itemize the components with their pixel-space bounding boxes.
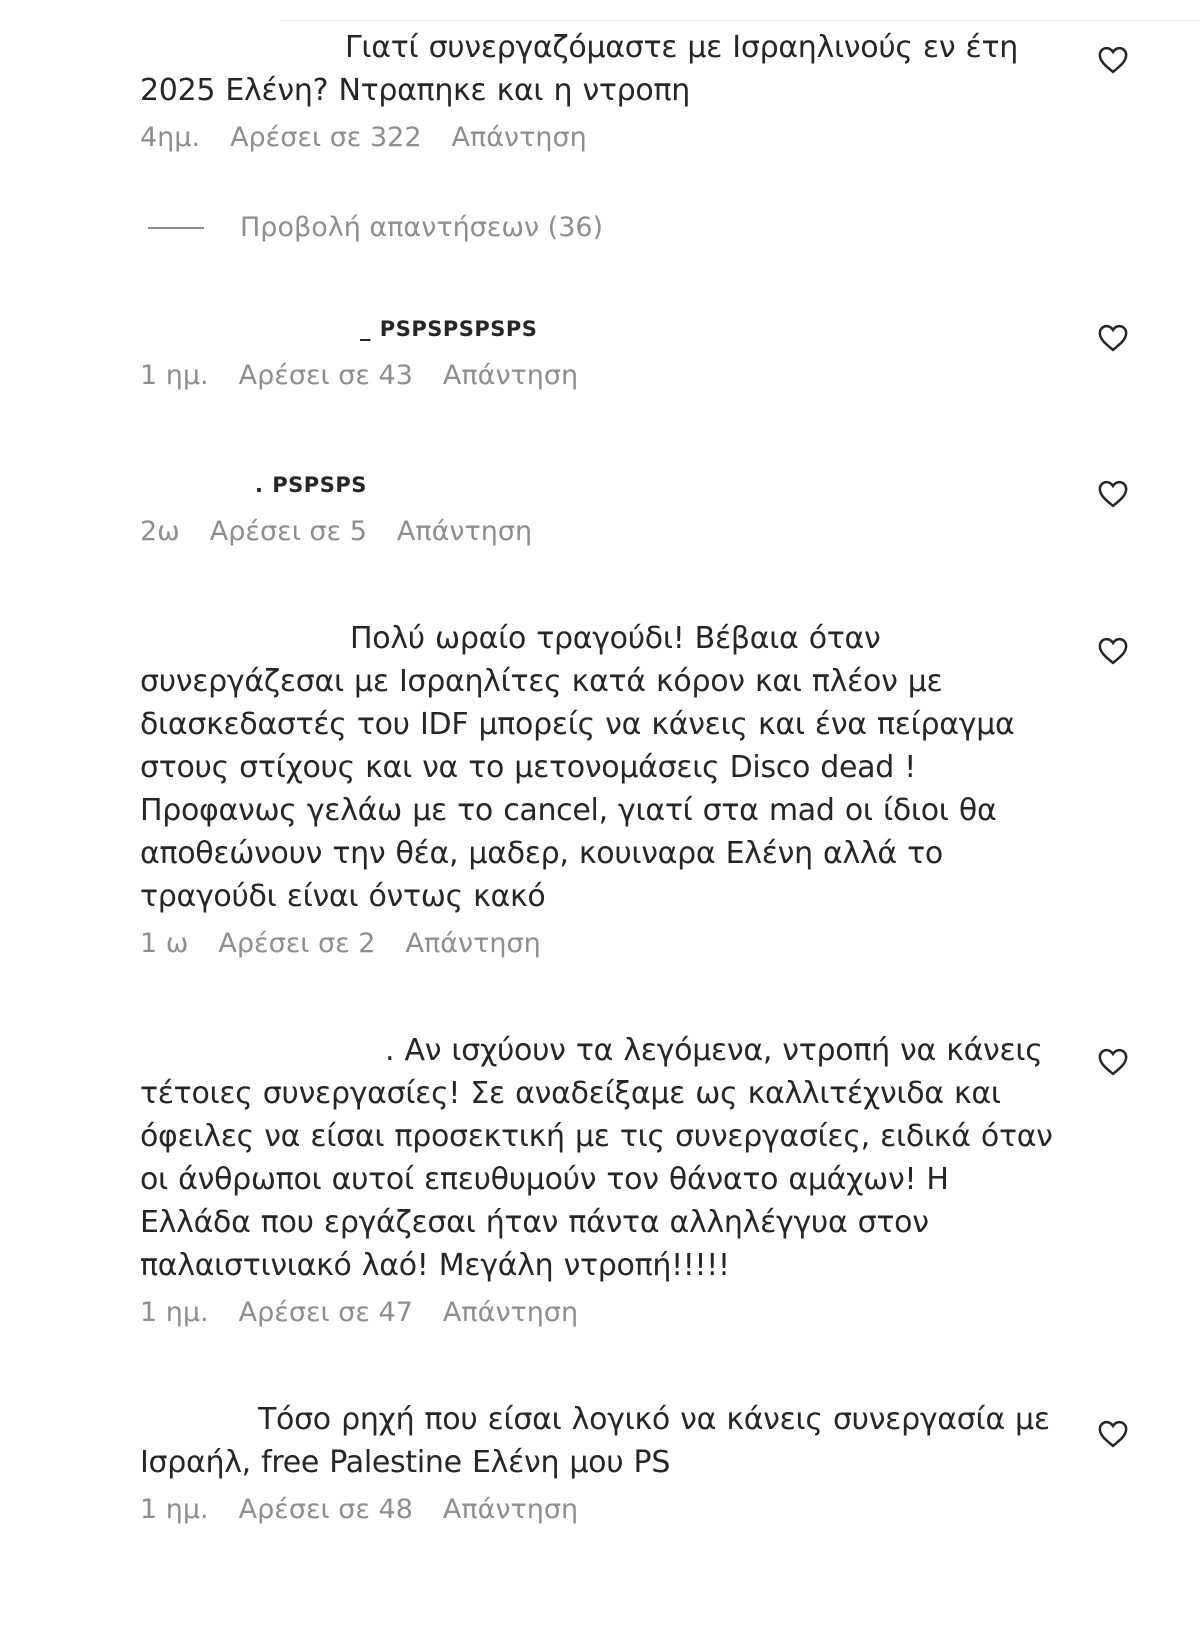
comment-text (140, 1029, 1070, 1287)
comment (140, 1398, 1200, 1525)
comment-meta (140, 122, 1200, 153)
comment-line: Τόσο ρηχή που είσαι λογικό να κάνεις συνεργασία με (258, 1402, 1050, 1437)
heart-outline-icon (1098, 1048, 1128, 1076)
comment-text (140, 617, 1070, 918)
heart-outline-icon (1098, 637, 1128, 665)
comment-time: 1 ημ. (140, 1297, 209, 1328)
comment-likes[interactable]: Αρέσει σε 5 (209, 516, 367, 547)
comment-likes[interactable]: Αρέσει σε 2 (218, 928, 376, 959)
comment-meta (140, 1297, 1200, 1328)
comment-line: παλαιστινιακό λαό! Μεγάλη ντροπή!!!!! (140, 1248, 730, 1283)
comment-line: αποθεώνουν την θέα, μαδερ, κουιναρα Ελένη αλλά το (140, 836, 943, 871)
like-button[interactable] (1098, 480, 1128, 508)
like-button[interactable] (1098, 46, 1128, 74)
heart-outline-icon (1098, 324, 1128, 352)
comment (140, 617, 1200, 959)
comment-line: διασκεδαστές του IDF μπορείς να κάνεις και ένα πείραγμα (140, 707, 1015, 742)
reply-button[interactable]: Απάντηση (405, 928, 541, 959)
comment-meta (140, 516, 1200, 547)
reply-button[interactable]: Απάντηση (442, 1297, 579, 1328)
heart-outline-icon (1098, 480, 1128, 508)
comment-likes[interactable]: Αρέσει σε 322 (230, 122, 422, 153)
comment-time: 1 ημ. (140, 1494, 209, 1525)
comment-text (140, 26, 1070, 112)
like-button[interactable] (1098, 1048, 1128, 1076)
comment-line: Ελλάδα που εργάζεσαι ήταν πάντα αλληλέγγυα στον (140, 1205, 929, 1240)
comment-time: 4ημ. (140, 122, 201, 153)
comment-line: 2025 Ελένη? Ντραπηκε και η ντροπη (140, 73, 690, 108)
comment-time: 2ω (140, 516, 180, 547)
comment-line: όφειλες να είσαι προσεκτική με τις συνεργασίες, ειδικά όταν (140, 1119, 1053, 1154)
comment (140, 26, 1200, 153)
comment-text (140, 464, 1070, 508)
like-button[interactable] (1098, 637, 1128, 665)
comment-line: . Αν ισχύουν τα λεγόμενα, ντροπή να κάνεις (385, 1033, 1043, 1068)
comment-line: στους στίχους και να το μετονομάσεις Disco dead ! (140, 750, 916, 785)
reply-button[interactable]: Απάντηση (451, 122, 587, 153)
comment-line: Ισραήλ, free Palestine Ελένη μου PS (140, 1445, 671, 1480)
reply-button[interactable]: Απάντηση (396, 516, 533, 547)
reply-button[interactable]: Απάντηση (442, 1494, 579, 1525)
like-button[interactable] (1098, 324, 1128, 352)
comment-line: Προφανως γελάω με το cancel, γιατί στα mad οι ίδιοι θα (140, 793, 997, 828)
comment-line: οι άνθρωποι αυτοί επευθυμούν τον θάνατο αμάχων! Η (140, 1162, 949, 1197)
comment-likes[interactable]: Αρέσει σε 43 (238, 360, 413, 391)
comment-likes[interactable]: Αρέσει σε 48 (238, 1494, 413, 1525)
like-button[interactable] (1098, 1420, 1128, 1448)
comment-time: 1 ημ. (140, 360, 209, 391)
comment-username[interactable]: . PSPSPS (255, 473, 367, 497)
heart-outline-icon (1098, 1420, 1128, 1448)
replies-dash (148, 227, 204, 229)
comment-line: τραγούδι είναι όντως κακό (140, 879, 546, 914)
comment-meta (140, 360, 1200, 391)
comment-line: Πολύ ωραίο τραγούδι! Βέβαια όταν (350, 621, 881, 656)
comment-line (140, 464, 1070, 508)
comment-text (140, 1398, 1070, 1484)
comment-likes[interactable]: Αρέσει σε 47 (238, 1297, 413, 1328)
comment (140, 1029, 1200, 1328)
comment-line: τέτοιες συνεργασίες! Σε αναδείξαμε ως καλλιτέχνιδα και (140, 1076, 1001, 1111)
comment (140, 464, 1200, 547)
comment-line (140, 308, 1070, 352)
comment-username[interactable]: _ PSPSPSPSPS (360, 317, 538, 341)
view-replies-button[interactable] (148, 212, 603, 243)
comment-meta (140, 1494, 1200, 1525)
view-replies-label: Προβολή απαντήσεων (36) (240, 212, 604, 243)
comment-line: συνεργάζεσαι με Ισραηλίτες κατά κόρον και πλέον με (140, 664, 943, 699)
comment-time: 1 ω (140, 928, 189, 959)
comment-meta (140, 928, 1200, 959)
top-divider (280, 20, 1200, 21)
heart-outline-icon (1098, 46, 1128, 74)
reply-button[interactable]: Απάντηση (442, 360, 579, 391)
comment (140, 308, 1200, 391)
comment-line: Γιατί συνεργαζόμαστε με Ισραηλινούς εν έτη (345, 30, 1018, 65)
comment-text (140, 308, 1070, 352)
